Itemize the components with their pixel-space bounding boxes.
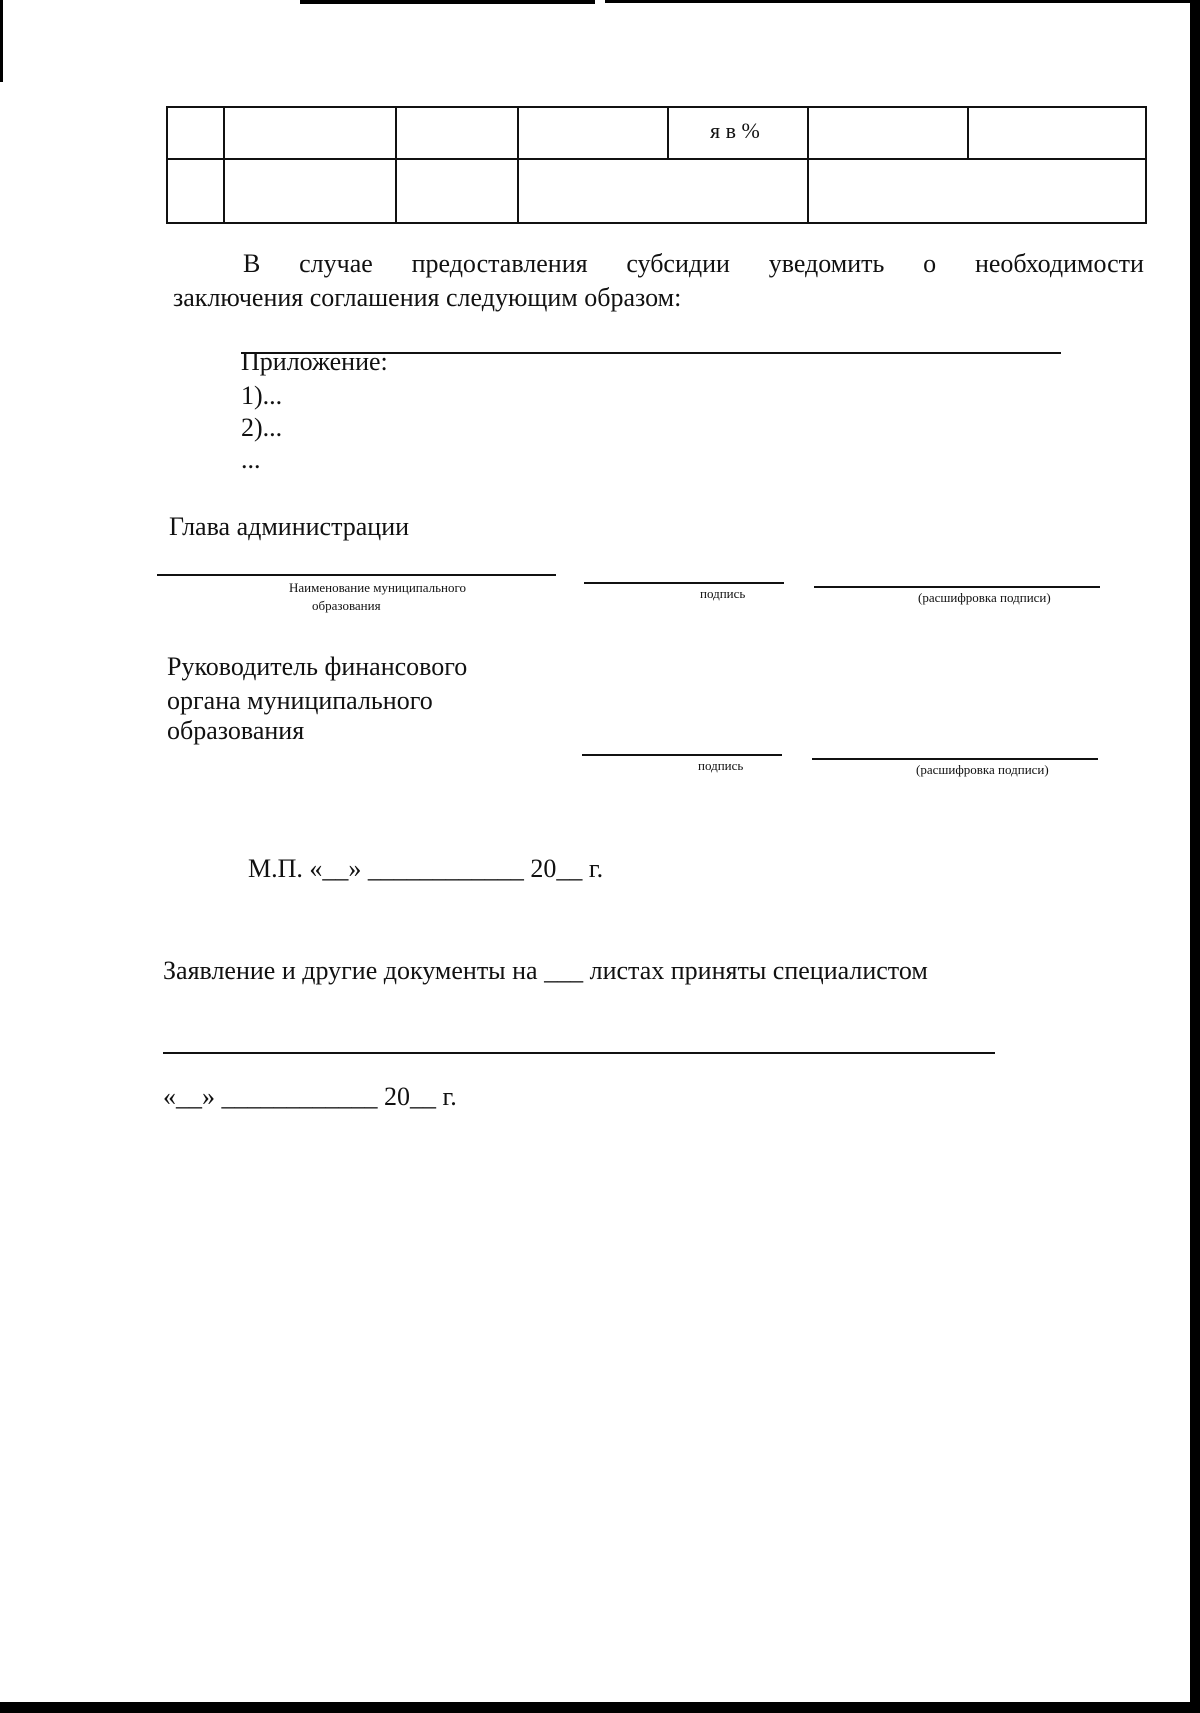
notice-word: уведомить bbox=[768, 249, 885, 278]
notice-word: о bbox=[923, 249, 937, 278]
notice-word: В bbox=[243, 249, 261, 278]
scan-edge-bottom bbox=[0, 1702, 1200, 1713]
finance-title: Руководитель финансового bbox=[167, 652, 468, 681]
finance-title: органа муниципального bbox=[167, 686, 433, 715]
caption-name: Наименование муниципального bbox=[289, 580, 467, 595]
signature-line-name bbox=[157, 574, 556, 576]
notice-word: субсидии bbox=[626, 249, 730, 278]
data-table bbox=[166, 106, 1147, 224]
signature-line-decoding bbox=[814, 586, 1100, 588]
stamp-date: М.П. «__» ____________ 20__ г. bbox=[248, 854, 604, 883]
table-border-left bbox=[166, 106, 168, 224]
table-col-divider bbox=[517, 106, 519, 224]
notice-word: необходимости bbox=[974, 249, 1144, 278]
notice-line-2: заключения соглашения следующим образом: bbox=[173, 283, 682, 312]
table-col-divider bbox=[667, 106, 669, 159]
table-col-divider bbox=[967, 106, 969, 159]
table-row-divider bbox=[166, 158, 1147, 160]
table-border-bottom bbox=[166, 222, 1147, 224]
attachment-item: ... bbox=[241, 445, 261, 474]
signature-line-signature bbox=[584, 582, 784, 584]
notice-word: случае bbox=[299, 249, 373, 278]
table-col-divider bbox=[223, 106, 225, 224]
signature-line-decoding bbox=[812, 758, 1098, 760]
finance-title: образования bbox=[167, 716, 305, 745]
specialist-line bbox=[163, 1052, 995, 1054]
table-border-right bbox=[1145, 106, 1147, 224]
caption-decoding: (расшифровка подписи) bbox=[916, 762, 1049, 777]
notice-word: предоставления bbox=[411, 249, 588, 278]
table-cell: я в % bbox=[710, 118, 760, 143]
scan-edge-top bbox=[300, 0, 595, 4]
table-border-top bbox=[166, 106, 1147, 108]
scan-edge-top bbox=[605, 0, 1200, 3]
table-col-divider bbox=[395, 106, 397, 224]
scan-edge-right bbox=[1190, 0, 1200, 1713]
head-title: Глава администрации bbox=[169, 512, 410, 541]
table-col-divider bbox=[807, 106, 809, 224]
caption-signature: подпись bbox=[698, 758, 744, 773]
received-text: Заявление и другие документы на ___ листах приняты специалистом bbox=[163, 956, 928, 985]
attachment-item: 1)... bbox=[241, 381, 283, 410]
signature-line-signature bbox=[582, 754, 782, 756]
scan-edge-left bbox=[0, 0, 3, 82]
attachments-label: Приложение: bbox=[241, 347, 388, 376]
received-date: «__» ____________ 20__ г. bbox=[163, 1082, 457, 1111]
caption-name: образования bbox=[312, 598, 381, 613]
notice-line-1 bbox=[173, 248, 1144, 280]
caption-signature: подпись bbox=[700, 586, 746, 601]
caption-decoding: (расшифровка подписи) bbox=[918, 590, 1051, 605]
attachment-item: 2)... bbox=[241, 413, 283, 442]
